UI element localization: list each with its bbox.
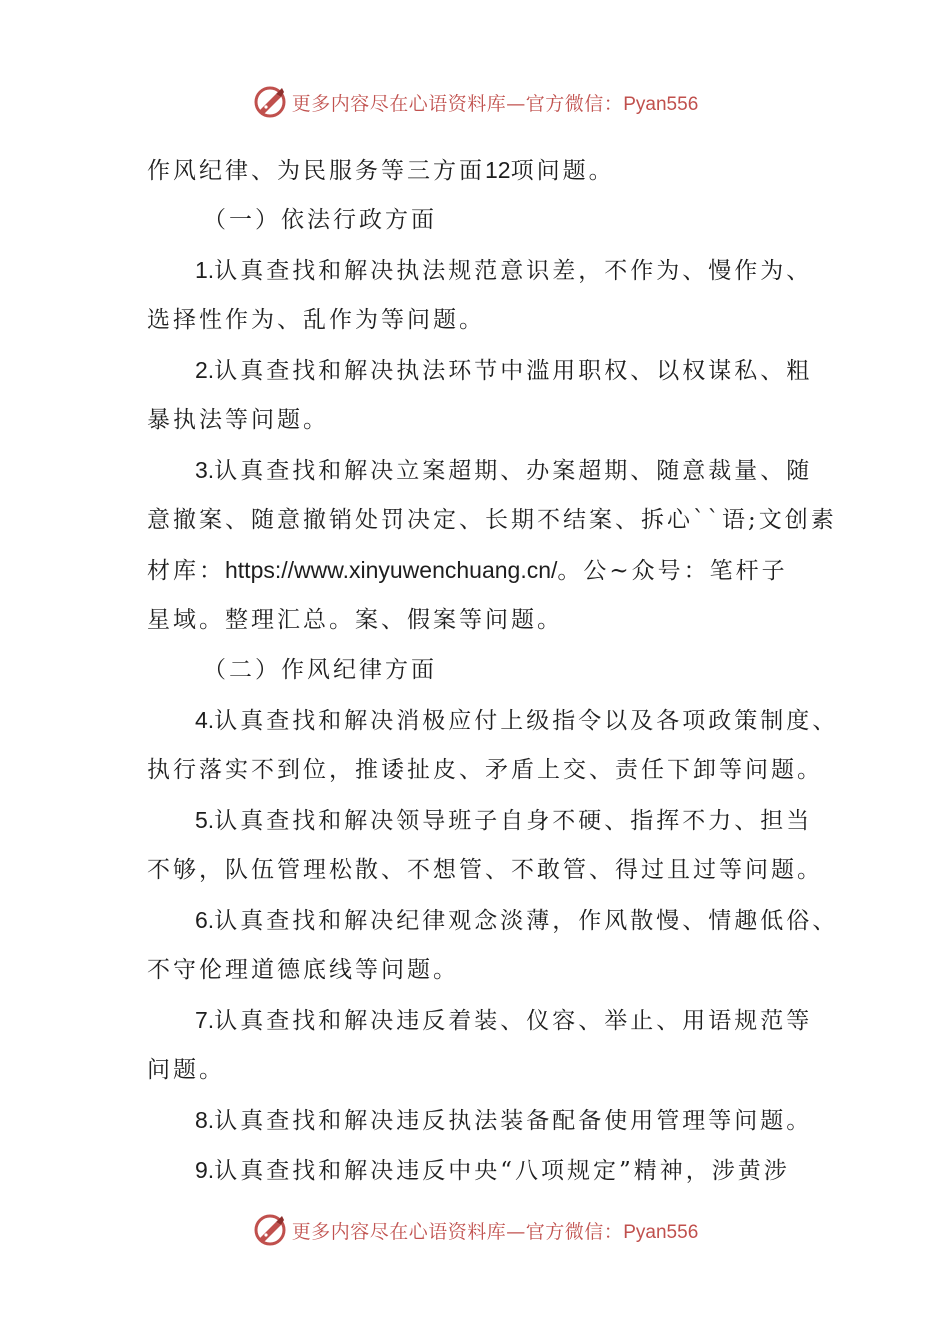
list-item-8: 8.认真查找和解决违反执法装备配备使用管理等问题。 <box>195 1107 813 1134</box>
wechat-id: Pyan556 <box>623 1221 699 1243</box>
list-item-9: 9.认真查找和解决违反中央“八项规定”精神，涉黄涉 <box>195 1157 790 1184</box>
text-line: 不守伦理道德底线等问题。 <box>147 957 459 983</box>
section-heading: （二）作风纪律方面 <box>203 657 437 683</box>
text-line: 意撤案、随意撤销处罚决定、长期不结案、拆心``语;文创素 <box>147 507 837 533</box>
document-body <box>147 145 839 1195</box>
banner-text: 更多内容尽在心语资料库—官方微信：Pyan556 <box>291 1220 699 1243</box>
text-line: 作风纪律、为民服务等三方面12项问题。 <box>147 157 615 184</box>
header-banner <box>0 80 950 124</box>
text-line: 暴执法等问题。 <box>147 407 329 433</box>
text-line: 问题。 <box>147 1057 225 1083</box>
pen-nib-logo-icon <box>252 1212 288 1248</box>
list-item-4: 4.认真查找和解决消极应付上级指令以及各项政策制度、 <box>195 707 839 734</box>
section-heading: （一）依法行政方面 <box>203 207 437 233</box>
footer-banner <box>0 1208 950 1252</box>
list-item-2: 2.认真查找和解决执法环节中滥用职权、以权谋私、粗 <box>195 357 813 384</box>
text-line: 星域。整理汇总。案、假案等问题。 <box>147 607 563 633</box>
list-item-1: 1.认真查找和解决执法规范意识差，不作为、慢作为、 <box>195 257 813 284</box>
url-text: https://www.xinyuwenchuang.cn/ <box>225 557 558 583</box>
list-item-7: 7.认真查找和解决违反着装、仪容、举止、用语规范等 <box>195 1007 813 1034</box>
banner-text: 更多内容尽在心语资料库—官方微信：Pyan556 <box>291 92 699 115</box>
text-line: 材库：https://www.xinyuwenchuang.cn/。公~众号：笔杆子 <box>147 557 788 584</box>
pen-nib-logo-icon <box>252 84 288 120</box>
wechat-id: Pyan556 <box>623 93 699 115</box>
text-line: 选择性作为、乱作为等问题。 <box>147 307 485 333</box>
list-item-5: 5.认真查找和解决领导班子自身不硬、指挥不力、担当 <box>195 807 813 834</box>
list-item-6: 6.认真查找和解决纪律观念淡薄，作风散慢、情趣低俗、 <box>195 907 839 934</box>
text-line: 不够，队伍管理松散、不想管、不敢管、得过且过等问题。 <box>147 857 823 883</box>
text-line: 执行落实不到位，推诿扯皮、矛盾上交、责任下卸等问题。 <box>147 757 823 783</box>
list-item-3: 3.认真查找和解决立案超期、办案超期、随意裁量、随 <box>195 457 813 484</box>
